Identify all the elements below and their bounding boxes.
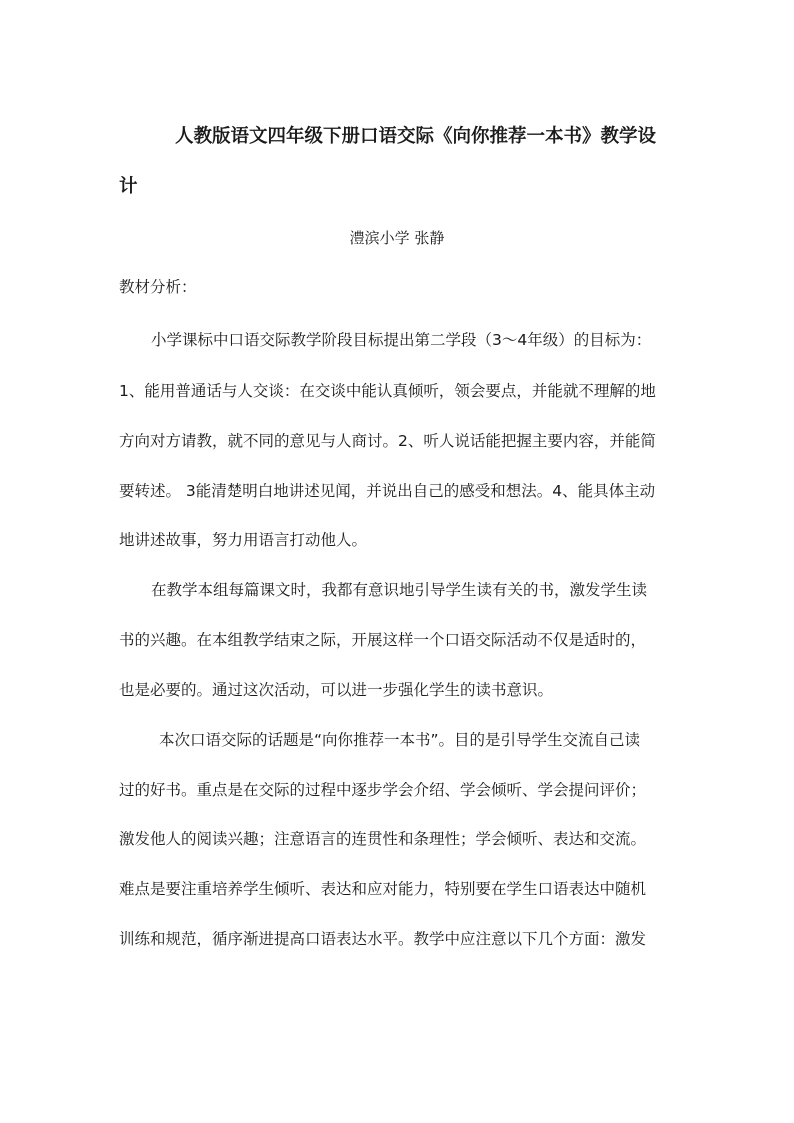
paragraph-1-line: 小学课标中口语交际教学阶段目标提出第二学段（3～4年级）的目标为： <box>151 331 652 349</box>
paragraph-2-line: 也是必要的。通过这次活动，可以进一步强化学生的读书意识。 <box>119 681 554 699</box>
paragraph-3-line: 过的好书。重点是在交际的过程中逐步学会介绍、学会倾听、学会提问评价； <box>119 781 647 799</box>
author-line: 澧滨小学 张静 <box>349 229 445 247</box>
paragraph-2-line: 在教学本组每篇课文时，我都有意识地引导学生读有关的书，激发学生读 <box>151 581 648 599</box>
paragraph-1-line: 方向对方请教，就不同的意见与人商讨。2、听人说话能把握主要内容，并能简 <box>119 432 656 450</box>
paragraph-1-line: 1、能用普通话与人交谈：在交谈中能认真倾听，领会要点，并能就不理解的地 <box>119 382 656 400</box>
paragraph-1-line: 要转述。 3能清楚明白地讲述见闻，并说出自己的感受和想法。4、能具体主动 <box>119 482 656 500</box>
paragraph-3-line: 激发他人的阅读兴趣；注意语言的连贯性和条理性；学会倾听、表达和交流。 <box>119 830 647 848</box>
paragraph-3-line: 难点是要注重培养学生倾听、表达和应对能力，特别要在学生口语表达中随机 <box>119 880 647 898</box>
document-title-line-1: 人教版语文四年级下册口语交际《向你推荐一本书》教学设 <box>175 126 657 147</box>
paragraph-3-line: 本次口语交际的话题是“向你推荐一本书”。目的是引导学生交流自己读 <box>159 731 641 749</box>
section-heading: 教材分析： <box>119 278 197 296</box>
paragraph-3-line: 训练和规范，循序渐进提高口语表达水平。教学中应注意以下几个方面：激发 <box>119 930 647 948</box>
paragraph-2-line: 书的兴趣。在本组教学结束之际，开展这样一个口语交际活动不仅是适时的， <box>119 631 647 649</box>
document-title-line-2: 计 <box>119 176 138 197</box>
paragraph-1-line: 地讲述故事，努力用语言打动他人。 <box>119 531 368 549</box>
